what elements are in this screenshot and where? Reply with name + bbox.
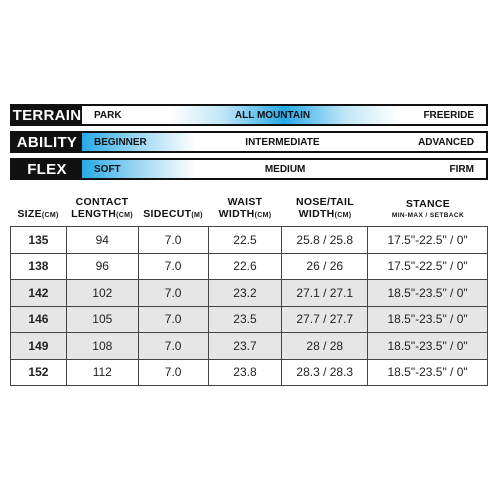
ability-scale bbox=[10, 131, 488, 153]
terrain-low: PARK bbox=[94, 109, 122, 121]
flex-label: FLEX bbox=[12, 160, 82, 178]
sidecut-cell: 7.0 bbox=[138, 227, 208, 254]
table-row bbox=[11, 280, 488, 307]
terrain-gradient bbox=[82, 106, 486, 124]
flex-scale bbox=[10, 158, 488, 180]
nose-tail-width-cell: 27.7 / 27.7 bbox=[282, 306, 368, 333]
sidecut-cell: 7.0 bbox=[138, 280, 208, 307]
waist-width-cell: 23.8 bbox=[208, 359, 282, 386]
col-nose-tail-width-header: NOSE/TAIL WIDTH(CM) bbox=[296, 196, 354, 220]
waist-width-cell: 23.5 bbox=[208, 306, 282, 333]
stance-cell: 17.5"-22.5" / 0" bbox=[368, 227, 488, 254]
terrain-label: TERRAIN bbox=[12, 106, 82, 124]
stance-cell: 18.5"-23.5" / 0" bbox=[368, 359, 488, 386]
stance-cell: 18.5"-23.5" / 0" bbox=[368, 333, 488, 360]
contact-length-cell: 102 bbox=[66, 280, 138, 307]
contact-length-cell: 105 bbox=[66, 306, 138, 333]
nose-tail-width-cell: 25.8 / 25.8 bbox=[282, 227, 368, 254]
sidecut-cell: 7.0 bbox=[138, 359, 208, 386]
sidecut-cell: 7.0 bbox=[138, 306, 208, 333]
terrain-scale bbox=[10, 104, 488, 126]
size-cell: 149 bbox=[11, 333, 67, 360]
flex-mid: MEDIUM bbox=[264, 163, 306, 175]
col-contact-length-header: CONTACT LENGTH(CM) bbox=[71, 196, 133, 220]
sidecut-cell: 7.0 bbox=[138, 253, 208, 280]
waist-width-cell: 22.6 bbox=[208, 253, 282, 280]
waist-width-cell: 23.2 bbox=[208, 280, 282, 307]
flex-low: SOFT bbox=[94, 163, 121, 175]
stance-cell: 18.5"-23.5" / 0" bbox=[368, 306, 488, 333]
ability-gradient bbox=[82, 133, 486, 151]
nose-tail-width-cell: 27.1 / 27.1 bbox=[282, 280, 368, 307]
terrain-mid: ALL MOUNTAIN bbox=[234, 109, 311, 121]
size-cell: 138 bbox=[11, 253, 67, 280]
col-size-header: SIZE(CM) bbox=[17, 208, 59, 220]
contact-length-cell: 108 bbox=[66, 333, 138, 360]
terrain-high: FREERIDE bbox=[423, 109, 474, 121]
contact-length-cell: 96 bbox=[66, 253, 138, 280]
table-row bbox=[11, 227, 488, 254]
col-stance-header: STANCE MIN-MAX / SETBACK bbox=[391, 198, 465, 219]
ability-low: BEGINNER bbox=[94, 136, 147, 148]
waist-width-cell: 22.5 bbox=[208, 227, 282, 254]
spec-table-header bbox=[10, 194, 488, 226]
table-row bbox=[11, 306, 488, 333]
spec-table bbox=[10, 226, 488, 386]
table-row bbox=[11, 333, 488, 360]
size-cell: 142 bbox=[11, 280, 67, 307]
nose-tail-width-cell: 28 / 28 bbox=[282, 333, 368, 360]
col-sidecut-header: SIDECUT(M) bbox=[143, 208, 203, 220]
col-waist-width-header: WAIST WIDTH(CM) bbox=[218, 196, 272, 220]
flex-gradient bbox=[82, 160, 486, 178]
spec-table-section bbox=[10, 194, 488, 386]
table-row bbox=[11, 253, 488, 280]
ability-mid: INTERMEDIATE bbox=[245, 136, 320, 148]
waist-width-cell: 23.7 bbox=[208, 333, 282, 360]
ability-label: ABILITY bbox=[12, 133, 82, 151]
size-cell: 152 bbox=[11, 359, 67, 386]
sidecut-cell: 7.0 bbox=[138, 333, 208, 360]
contact-length-cell: 112 bbox=[66, 359, 138, 386]
size-cell: 146 bbox=[11, 306, 67, 333]
size-cell: 135 bbox=[11, 227, 67, 254]
table-row bbox=[11, 359, 488, 386]
stance-cell: 18.5"-23.5" / 0" bbox=[368, 280, 488, 307]
ability-high: ADVANCED bbox=[418, 136, 474, 148]
stance-cell: 17.5"-22.5" / 0" bbox=[368, 253, 488, 280]
contact-length-cell: 94 bbox=[66, 227, 138, 254]
flex-high: FIRM bbox=[449, 163, 474, 175]
nose-tail-width-cell: 28.3 / 28.3 bbox=[282, 359, 368, 386]
nose-tail-width-cell: 26 / 26 bbox=[282, 253, 368, 280]
